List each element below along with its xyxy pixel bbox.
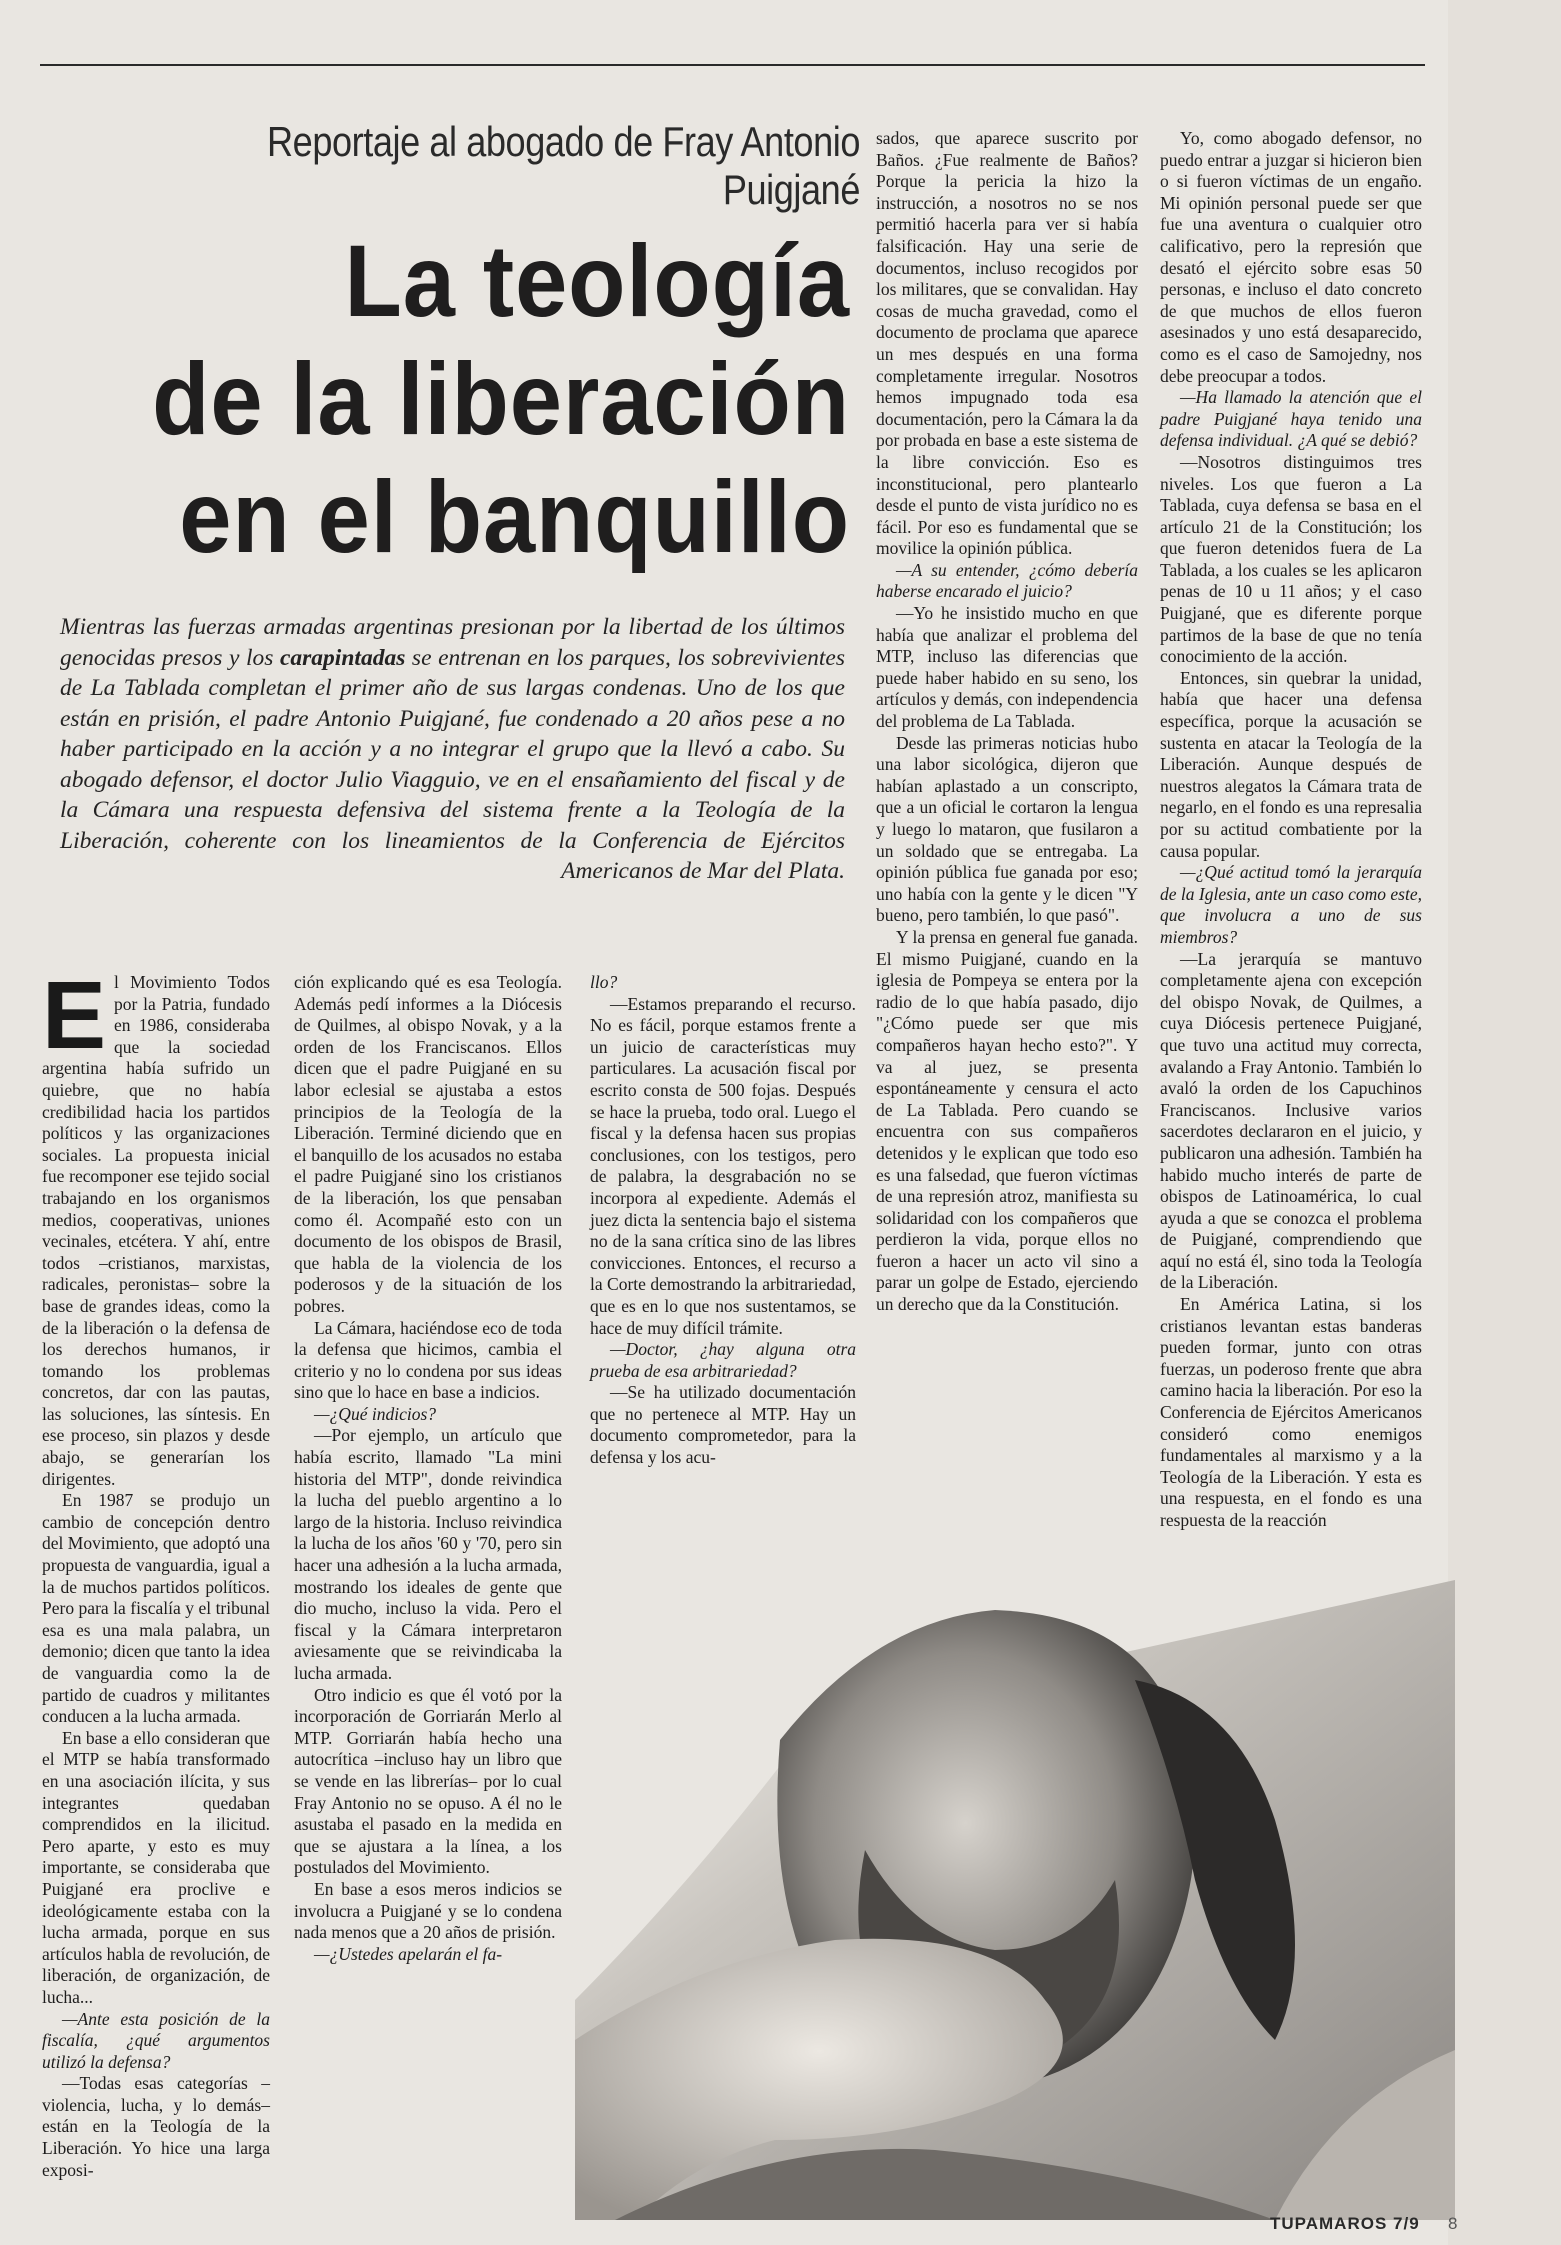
column-5 [1160, 128, 1422, 1532]
paragraph [42, 962, 270, 1490]
paragraph: —Estamos preparando el recurso. No es fácil, porque estamos frente a un juicio de características muy particulares. La acusación fiscal por escrito consta de 500 fojas. Después se hace la prueba, todo oral. Luego el fiscal y la defensa hacen sus propias conclusiones, con los testigos, pero de palabra, la desgrabación no se incorpora al expediente. Además el juez dicta la sentencia bajo el sistema no de la sana crítica sino de las libres convicciones. Entonces, el recurso a la Corte demostrando la arbitrariedad, que es en lo que nos sustentamos, se hace de muy difícil trámite. [590, 993, 856, 1338]
lede-part-2: se entrenan en los parques, los sobrevivientes de La Tablada completan el primer año de sus largas condenas. Uno de los que están en prisión, el padre Antonio Puigjané, fue condenado a 20 años pese a no haber participado en la acción y a no integrar el grupo que la llevó a cabo. Su abogado defensor, el doctor Julio Viagguio, ve en el ensañamiento del fiscal y de la Cámara una respuesta defensiva del sistema frente a la Teología de la Liberación, coherente con los lineamientos de la Conferencia de Ejércitos Americanos de Mar del Plata. [60, 644, 845, 884]
interview-question: —Ha llamado la atención que el padre Puigjané haya tenido una defensa individual. ¿A qué se debió? [1160, 387, 1422, 451]
kicker: Reportaje al abogado de Fray Antonio Puigjané [267, 118, 860, 213]
paragraph: La Cámara, haciéndose eco de toda la defensa que hicimos, cambia el criterio y no lo condena por sus ideas sino que lo hace en base a indicios. [294, 1317, 562, 1403]
lede-bold: carapintadas [279, 644, 406, 671]
interview-question: —A su entender, ¿cómo debería haberse encarado el juicio? [876, 559, 1138, 602]
paragraph: En base a ello consideran que el MTP se había transformado en una asociación ilícita, y sus integrantes quedaban comprendidos en la ilicitud. Pero aparte, y esto es muy importante, se consideraba que Puigjané era proclive e ideológicamente estaba con la lucha armada, porque en sus artículos habla de revolución, de liberación, de organización, de lucha... [42, 1727, 270, 2007]
paragraph: ción explicando qué es esa Teología. Además pedí informes a la Diócesis de Quilmes, al obispo Novak, y a la orden de los Franciscanos. Ellos dicen que el padre Puigjané en su labor eclesial se ajustaba a estos principios de la Teología de la Liberación. Terminé diciendo que en el banquillo de los acusados no estaba el padre Puigjané sino los cristianos de la liberación, los que pensaban como él. Acompañé esto con un documento de los obispos de Brasil, que habla de la violencia de los poderosos y de la situación de los pobres. [294, 972, 562, 1316]
interview-question: —¿Ustedes apelarán el fa- [314, 1943, 503, 1964]
paragraph: Yo, como abogado defensor, no puedo entrar a juzgar si hicieron bien o si fueron víctimas de un engaño. Mi opinión personal puede ser que fue una aventura o cualquier otro calificativo, pero la represión que desató el ejército sobre esas 50 personas, e incluso el dato concreto de que muchos de ellos fueron asesinados y uno está desaparecido, como es el caso de Samojedny, nos debe preocupar a todos. [1160, 128, 1422, 386]
paragraph: —Se ha utilizado documentación que no pertenece al MTP. Hay un documento comprometedor, para la defensa y los acu- [590, 1382, 856, 1468]
paragraph: —La jerarquía se mantuvo completamente ajena con excepción del obispo Novak, de Quilmes, a cuya Diócesis pertenece Puigjané, que tuvo una actitud muy correcta, avalando a Fray Antonio. También lo avaló la orden de los Capuchinos Franciscanos. Inclusive varios sacerdotes declararon en el juicio, y publicaron una adhesión. También ha habido mucho interés de parte de obispos de Latinoamérica, lo cual ayuda a que se conozca el problema de Puigjané, comprendiendo que aquí no está él, sino toda la Teología de la Liberación. [1160, 948, 1422, 1293]
publication-footer: TUPAMAROS 7/9 [1270, 2214, 1420, 2233]
paragraph: Otro indicio es que él votó por la incorporación de Gorriarán Merlo al MTP. Gorriarán había hecho una autocrítica –incluso hay un libro que se vende en las librerías– por lo cual Fray Antonio no se opuso. A él no le asustaba el pasado en la medida en que se ajustara a la línea, a los postulados del Movimiento. [294, 1684, 562, 1878]
page-number: 8 [1448, 2214, 1458, 2233]
paragraph: sados, que aparece suscrito por Baños. ¿Fue realmente de Baños? Porque la pericia la hizo la instrucción, a nosotros no se nos permitió hacerla para ver si había falsificación. Hay una serie de documentos, incluso recogidos por los militares, que se convalidan. Hay cosas de mucha gravedad, como el documento de proclama que aparece un mes después en una forma completamente irregular. Nosotros hemos impugnado toda esa documentación, pero la Cámara la da por probada en base a este sistema de la libre convicción. Eso es inconstitucional, pero plantearlo desde el punto de vista jurídico no es fácil. Por eso es fundamental que se movilice la opinión pública. [876, 128, 1138, 559]
paragraph: —Todas esas categorías –violencia, lucha, y lo demás– están en la Teología de la Liberación. Yo hice una larga exposi- [42, 2073, 270, 2180]
paragraph: En América Latina, si los cristianos levantan estas banderas pueden formar, junto con otras fuerzas, un poderoso frente que abra camino hacia la liberación. Por eso la Conferencia de Ejércitos Americanos consideró como enemigos fundamentales al marxismo y a la Teología de la Liberación. Y esta es una respuesta, en el fondo es una respuesta de la reacción [1160, 1294, 1422, 1530]
paragraph: Y la prensa en general fue ganada. El mismo Puigjané, cuando en la iglesia de Pompeya se entera por la radio de lo que había pasado, dijo "¿Cómo puede ser que mis compañeros hayan hecho esto?". Y va al juez, se presenta espontáneamente y censura el acto de La Tablada. Pero cuando se encuentra con sus compañeros detenidos y le explican que todo eso es una falsedad, que fueron víctimas de una represión atroz, manifiesta su solidaridad con los compañeros que perdieron la vida, porque ellos no fueron a hacer un acto vil sino a parar un golpe de Estado, ejerciendo un derecho que da la Constitución. [876, 926, 1138, 1315]
paragraph: Entonces, sin quebrar la unidad, había que hacer una defensa específica, porque la acusación se sustenta en atacar la Teología de la Liberación. Aunque después de nuestros alegatos la Cámara trata de negarlo, en el fondo es una represalia por su actitud combatiente por la causa popular. [1160, 667, 1422, 861]
headline-line-2: de la liberación [152, 342, 850, 456]
lede [60, 612, 845, 887]
headline [40, 222, 850, 576]
interview-question: —¿Qué indicios? [314, 1403, 437, 1424]
paragraph: En 1987 se produjo un cambio de concepción dentro del Movimiento, que adoptó una propuesta de vanguardia, igual a la de muchos partidos políticos. Pero para la fiscalía y el tribunal esa es una mala palabra, un demonio; dicen que tanto la idea de vanguardia como la de partido de cuadros y militantes conducen a la lucha armada. [42, 1490, 270, 1727]
column-2 [294, 972, 562, 1965]
headline-line-1: La teología [344, 224, 850, 338]
column-4 [876, 128, 1138, 1316]
headline-line-3: en el banquillo [179, 460, 851, 574]
lede-part-1: Mientras las fuerzas armadas argentinas presionan por la libertad de los últimos genocidas presos y los [60, 614, 845, 671]
column-3 [590, 972, 856, 1469]
paragraph: Desde las primeras noticias hubo una labor sicológica, dijeron que habían aplastado a un conscripto, que a un oficial le cortaron la lengua y luego lo mataron, que fusilaron a un soldado que se entregaba. La opinión pública fue ganada por eso; uno había con la gente y le dicen "Y bueno, pero también, lo que pasó". [876, 732, 1138, 926]
paragraph: —Yo he insistido mucho en que había que analizar el problema del MTP, incluso las diferencias que puede haber habido en su seno, los artículos y demás, con independencia del problema de La Tablada. [876, 603, 1138, 732]
column-1 [42, 962, 270, 2181]
interview-question: —Ante esta posición de la fiscalía, ¿qué argumentos utilizó la defensa? [42, 2008, 270, 2072]
paragraph-text: l Movimiento Todos por la Patria, fundado en 1986, consideraba que la sociedad argentina había sufrido un quiebre, que no había credibilidad hacia los partidos políticos y las organizaciones sociales. La propuesta inicial fue recomponer ese tejido social trabajando en los organismos medios, cooperativas, uniones vecinales, etcétera. Y ahí, entre todos –cristianos, marxistas, radicales, peronistas– sobre la base de grandes ideas, como la de la liberación o la defensa de los derechos humanos, ir tomando los problemas concretos, dar con las pautas, las soluciones, las síntesis. En ese proceso, sin plazos y desde abajo, se generarían los dirigentes. [42, 972, 270, 1489]
interview-question: llo? [590, 972, 618, 992]
page-edge [1448, 0, 1561, 2245]
interview-question: —¿Qué actitud tomó la jerarquía de la Iglesia, ante un caso como este, que involucra a uno de sus miembros? [1160, 862, 1422, 947]
portrait-photo [575, 1580, 1455, 2220]
dropcap: E [42, 962, 107, 1069]
header-rule [40, 64, 1425, 66]
paragraph: —Por ejemplo, un artículo que había escrito, llamado "La mini historia del MTP", donde reivindica la lucha del pueblo argentino a lo largo de la historia. Incluso reivindica la lucha de los años '60 y '70, pero sin hacer una adhesión a la lucha armada, mostrando los ideales de gente que dio mucho, incluso la vida. Pero el fiscal y la Cámara interpretaron aviesamente que se reivindicaba la lucha armada. [294, 1425, 562, 1683]
paragraph: En base a esos meros indicios se involucra a Puigjané y se lo condena nada menos que a 20 años de prisión. [294, 1878, 562, 1943]
interview-question: —Doctor, ¿hay alguna otra prueba de esa arbitrariedad? [590, 1339, 856, 1381]
paragraph: —Nosotros distinguimos tres niveles. Los que fueron a La Tablada, cuya defensa se basa en el artículo 21 de la Constitución; los que fueron detenidos fuera de La Tablada, a los cuales se les aplicaron penas de 10 u 11 años; y el caso Puigjané, que es diferente porque partimos de la base de que no tenía conocimiento de la acción. [1160, 451, 1422, 667]
